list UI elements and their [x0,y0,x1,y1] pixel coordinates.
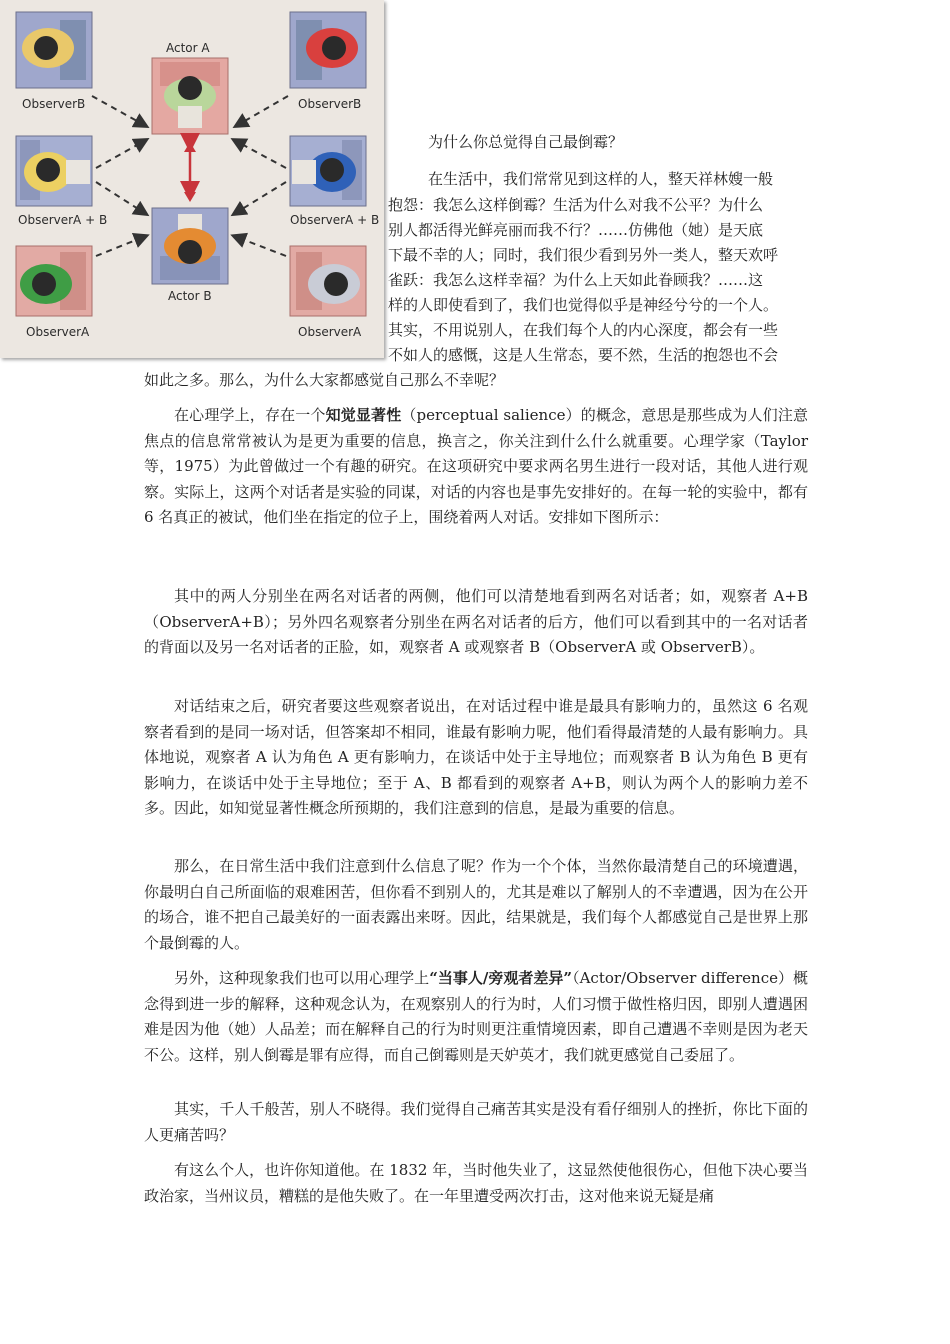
paragraph-6 [144,966,808,1068]
p1-line-7: 其实，不用说别人，在我们每个人的内心深度，都会有一些 [388,321,779,339]
observer-head-icon [36,158,60,182]
actor-head-icon [178,240,202,264]
actor-a-seat [152,58,228,134]
actor-interaction-arrow [184,142,196,202]
label-actor-b: Actor B [168,289,212,303]
paragraph-7: 其实，千人千般苦，别人不晓得。我们觉得自己痛苦其实是没有看仔细别人的挫折，你比下面的人更痛苦吗？ [144,1100,808,1144]
observer-a-right [290,246,366,316]
p1-line-4: 下最不幸的人；同时，我们很少看到另外一类人，整天欢呼 [388,246,779,264]
seating-diagram [0,0,384,358]
observer-head-icon [32,272,56,296]
observer-head-icon [320,158,344,182]
observer-a-left [16,246,92,316]
article-title: 为什么你总觉得自己最倒霉？ [428,133,624,151]
observer-head-icon [324,272,348,296]
paragraph-2 [144,403,808,531]
label-observer-a-right: ObserverA [298,325,362,339]
label-observer-ab-left: ObserverA + B [18,213,108,227]
p2-text-a: 在心理学上，存在一个 [174,406,326,424]
p1-line-3: 别人都活得光鲜亮丽而我不行？……仿佛他（她）是天底 [388,221,764,239]
observer-b-left [16,12,92,88]
observer-b-right [290,12,366,88]
paragraph-8: 有这么个人，也许你知道他。在 1832 年，当时他失业了，这显然使他很伤心，但他下决心要当政治家，当州议员，糟糕的是他失败了。在一年里遭受两次打击，这对他来说无疑是痛 [144,1161,808,1205]
observer-ab-left [16,136,92,206]
label-actor-a: Actor A [166,41,210,55]
paragraph-4: 对话结束之后，研究者要这些观察者说出，在对话过程中谁是最具有影响力的，虽然这 6 名观察者看到的是同一场对话，但答案却不相同，谁最有影响力呢，他们看得最清楚的人最有影响力。具体地说，观察者 A 认为角色 A 更有影响力，在谈话中处于主导地位；而观察者 B 认为角色 B 更有影响力，在谈话中处于主导地位；至于 A、B 都看到的观察者 A+B，则认为两个人的影响力差不多。因此，如知觉显著性概念所预期的，我们注意到的信息，是最为重要的信息。 [144,697,808,817]
label-observer-ab-right: ObserverA + B [290,213,380,227]
term-actor-observer-difference: “当事人/旁观者差异” [429,969,573,987]
p1-line-2: 抱怨：我怎么这样倒霉？生活为什么对我不公平？为什么 [388,196,764,214]
p1-line-9: 如此之多。那么，为什么大家都感觉自己那么不幸呢？ [144,371,505,389]
label-observer-b-left: ObserverB [22,97,86,111]
paragraph-3: 其中的两人分别坐在两名对话者的两侧，他们可以清楚地看到两名对话者；如，观察者 A+B（ObserverA+B）；另外四名观察者分别坐在两名对话者的后方，他们可以看到其中的一名对话者的背面以及另一名对话者的正脸，如，观察者 A 或观察者 B（ObserverA 或 ObserverB）。 [144,587,808,656]
actor-b-seat [152,208,228,284]
label-observer-b-right: ObserverB [298,97,362,111]
p1-line-8: 不如人的感慨，这是人生常态，要不然，生活的抱怨也不会 [388,346,779,364]
p6-text-a: 另外，这种现象我们也可以用心理学上 [174,969,430,987]
p6-text-b: （Actor/Observer difference）概念得到进一步的解释，这种观念认为，在观察别人的行为时，人们习惯于做性格归因，即别人遭遇困难是因为他（她）人品差；而在解释自己的行为时则更注重情境因素，即自己遭遇不幸则是因为老天不公。这样，别人倒霉是罪有应得，而自己倒霉则是天妒英才，我们就更感觉自己委屈了。 [144,969,808,1064]
seating-diagram-svg [0,0,384,358]
observer-ab-right [290,136,366,206]
actor-head-icon [178,76,202,100]
paragraph-5: 那么，在日常生活中我们注意到什么信息了呢？作为一个个体，当然你最清楚自己的环境遭遇，你最明白自己所面临的艰难困苦，但你看不到别人的，尤其是难以了解别人的不幸遭遇，因为在公开的场合，谁不把自己最美好的一面表露出来呀。因此，结果就是，我们每个人都感觉自己是世界上那个最倒霉的人。 [144,857,808,952]
p1-line-5: 雀跃：我怎么这样幸福？为什么上天如此眷顾我？……这 [388,271,764,289]
term-perceptual-salience: 知觉显著性 [325,406,402,424]
p1-line-1: 在生活中，我们常常见到这样的人，整天祥林嫂一般 [428,170,774,188]
p1-line-6: 样的人即使看到了，我们也觉得似乎是神经兮兮的一个人。 [388,296,779,314]
observer-head-icon [322,36,346,60]
p2-text-b: （perceptual salience）的概念，意思是那些成为人们注意焦点的信息常常被认为是更为重要的信息，换言之，你关注到什么什么就重要。心理学家（Taylor 等，1975）为此曾做过一个有趣的研究。在这项研究中要求两名男生进行一段对话，其他人进行观察。实际上，这两个对话者是实验的同谋，对话的内容也是事先安排好的。在每一轮的实验中，都有 6 名真正的被试，他们坐在指定的位子上，围绕着两人对话。安排如下图所示： [144,406,808,526]
observer-head-icon [34,36,58,60]
label-observer-a-left: ObserverA [26,325,90,339]
